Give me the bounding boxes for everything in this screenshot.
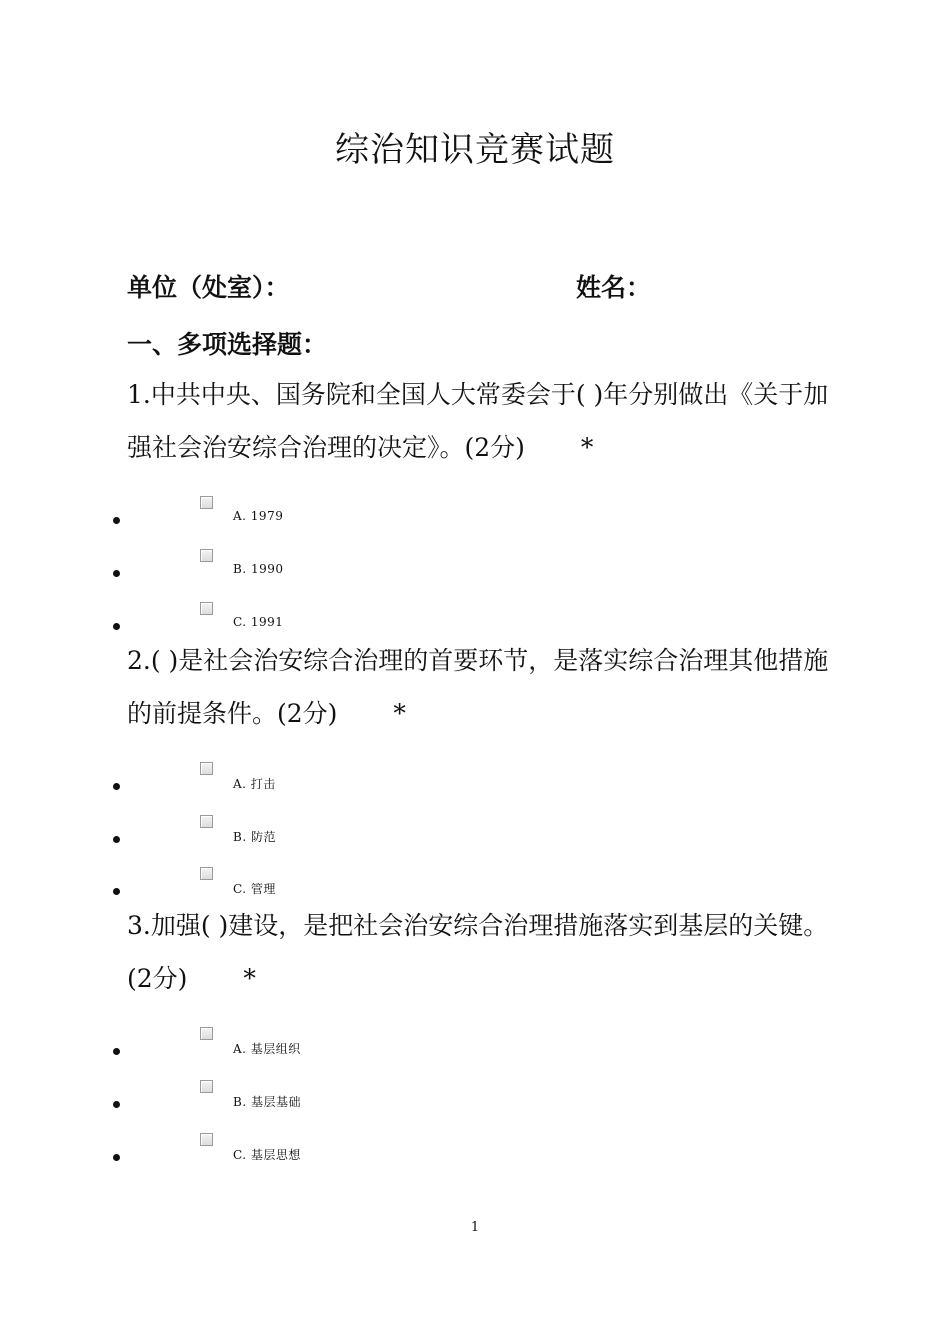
option-label: A. 1979: [233, 509, 284, 523]
question-text: 1.中共中央、国务院和全国人大常委会于( )年分别做出《关于加强社会治安综合治理的决定》。(2分): [127, 380, 829, 462]
page-title: 综治知识竞赛试题: [335, 130, 615, 170]
bullet-icon: [113, 517, 120, 524]
bullet-icon: [113, 783, 120, 790]
bullet-icon: [113, 888, 120, 895]
checkbox-icon[interactable]: [200, 1080, 213, 1093]
option-row: [0, 1133, 950, 1173]
bullet-icon: [113, 570, 120, 577]
option-label: C. 基层思想: [233, 1148, 301, 1162]
checkbox-icon[interactable]: [200, 867, 213, 880]
bullet-icon: [113, 1154, 120, 1161]
option-label: A. 基层组织: [233, 1042, 301, 1056]
option-label: B. 防范: [233, 830, 276, 844]
bullet-icon: [113, 1101, 120, 1108]
checkbox-icon[interactable]: [200, 496, 213, 509]
option-row: [0, 1080, 950, 1120]
required-star: *: [393, 699, 406, 728]
option-row: [0, 815, 950, 855]
option-label: C. 1991: [233, 615, 284, 629]
checkbox-icon[interactable]: [200, 549, 213, 562]
question-2: [127, 634, 837, 740]
required-star: *: [580, 433, 594, 462]
bullet-icon: [113, 623, 120, 630]
checkbox-icon[interactable]: [200, 762, 213, 775]
option-row: [0, 1027, 950, 1067]
option-row: [0, 496, 950, 536]
bullet-icon: [113, 836, 120, 843]
checkbox-icon[interactable]: [200, 602, 213, 615]
unit-label: 单位（处室）：: [127, 273, 290, 302]
section-heading: 一、多项选择题：: [127, 330, 328, 359]
checkbox-icon[interactable]: [200, 1027, 213, 1040]
page-number: 1: [470, 1220, 480, 1235]
checkbox-icon[interactable]: [200, 1133, 213, 1146]
required-star: *: [243, 964, 256, 993]
question-1: [127, 368, 837, 474]
bullet-icon: [113, 1048, 120, 1055]
question-text: 2.( )是社会治安综合治理的首要环节，是落实综合治理其他措施的前提条件。(2分): [127, 646, 829, 728]
option-label: A. 打击: [233, 777, 276, 791]
question-3: [127, 899, 837, 1005]
option-row: [0, 549, 950, 589]
option-row: [0, 762, 950, 802]
name-label: 姓名：: [576, 273, 652, 302]
option-label: B. 1990: [233, 562, 284, 576]
option-label: C. 管理: [233, 882, 276, 896]
checkbox-icon[interactable]: [200, 815, 213, 828]
option-label: B. 基层基础: [233, 1095, 301, 1109]
question-text: 3.加强( )建设，是把社会治安综合治理措施落实到基层的关键。(2分): [127, 911, 829, 993]
